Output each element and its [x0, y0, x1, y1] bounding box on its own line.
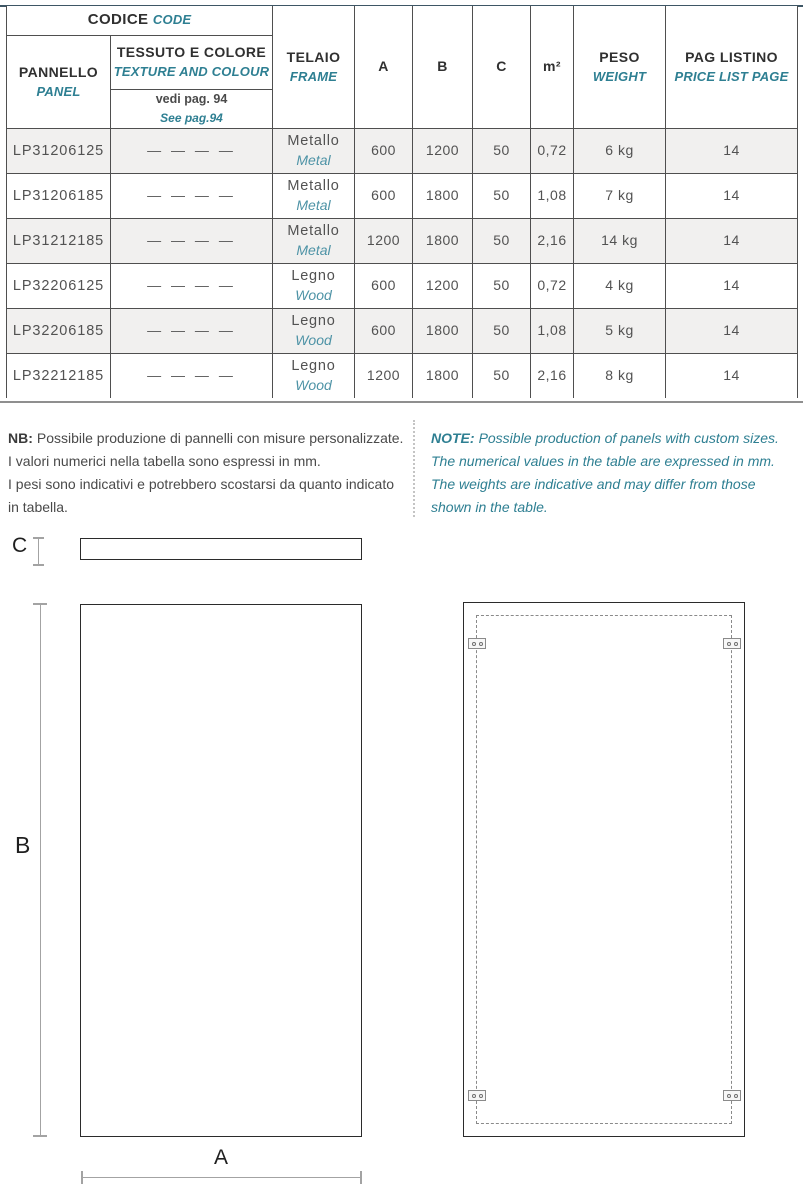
dim-a-tick-right: [360, 1171, 362, 1184]
screw-hole-icon: [727, 642, 731, 646]
cell-m2: 1,08: [531, 173, 574, 218]
header-pag-en: PRICE LIST PAGE: [674, 68, 789, 84]
cell-page: 14: [666, 173, 798, 218]
cell-b: 1800: [413, 353, 473, 398]
header-peso: [574, 6, 666, 128]
dim-b-line: [40, 604, 41, 1137]
cell-b: 1800: [413, 173, 473, 218]
screw-hole-icon: [472, 1094, 476, 1098]
note-it-line3: I pesi sono indicativi e potrebbero scostarsi da quanto indicato: [8, 476, 395, 492]
cell-weight: 5 kg: [574, 308, 666, 353]
screw-hole-icon: [479, 1094, 483, 1098]
header-tessuto-en: TEXTURE AND COLOUR: [113, 64, 270, 79]
panel-spec-table: [6, 6, 798, 398]
cell-texture: — — — —: [111, 308, 273, 353]
note-it-line4: in tabella.: [8, 499, 68, 515]
header-tessuto-ref: [111, 89, 273, 128]
header-tessuto: [111, 35, 273, 89]
cell-page: 14: [666, 128, 798, 173]
cell-weight: 6 kg: [574, 128, 666, 173]
cell-frame: Legno Wood: [273, 263, 355, 308]
screw-hole-icon: [734, 642, 738, 646]
table-row: [7, 263, 798, 308]
table-row: [7, 353, 798, 398]
cell-code: LP31206125: [7, 128, 111, 173]
note-en-line3: The weights are indicative and may differ from those: [431, 476, 756, 492]
cell-c: 50: [473, 353, 531, 398]
cell-b: 1800: [413, 308, 473, 353]
dim-label-a: A: [213, 1146, 228, 1169]
cell-frame: Metallo Metal: [273, 218, 355, 263]
cell-texture: — — — —: [111, 128, 273, 173]
table-row: [7, 128, 798, 173]
header-pannello: [7, 35, 111, 128]
header-pag-listino: [666, 6, 798, 128]
cell-code: LP32212185: [7, 353, 111, 398]
dim-label-b: B: [15, 832, 31, 858]
screw-hole-icon: [727, 1094, 731, 1098]
cell-weight: 8 kg: [574, 353, 666, 398]
note-english: [431, 427, 779, 519]
cell-m2: 2,16: [531, 353, 574, 398]
header-pannello-it: PANNELLO: [18, 63, 99, 80]
header-tessuto-it: TESSUTO E COLORE: [116, 44, 267, 60]
header-pag-it: PAG LISTINO: [685, 48, 778, 65]
cell-a: 1200: [355, 353, 413, 398]
screw-hole-icon: [734, 1094, 738, 1098]
cell-page: 14: [666, 218, 798, 263]
header-telaio-en: FRAME: [289, 68, 338, 84]
header-col-a: A: [355, 6, 413, 128]
cell-a: 600: [355, 173, 413, 218]
dim-c-tick-bottom: [33, 564, 44, 566]
note-en-line2: The numerical values in the table are expressed in mm.: [431, 453, 775, 469]
header-col-b: B: [413, 6, 473, 128]
cell-c: 50: [473, 173, 531, 218]
cell-code: LP32206125: [7, 263, 111, 308]
cell-texture: — — — —: [111, 218, 273, 263]
header-tessuto-ref-it: vedi pag. 94: [155, 91, 228, 106]
cell-weight: 14 kg: [574, 218, 666, 263]
cell-weight: 4 kg: [574, 263, 666, 308]
panel-front-view: [80, 604, 362, 1137]
note-en-line1: Possible production of panels with custom sizes.: [478, 430, 779, 446]
mounting-bracket-icon: [723, 638, 741, 649]
table-row: [7, 308, 798, 353]
panel-back-frame-dashed: [476, 615, 732, 1124]
table-row: [7, 173, 798, 218]
cell-weight: 7 kg: [574, 173, 666, 218]
table-row: [7, 218, 798, 263]
header-peso-en: WEIGHT: [592, 68, 647, 84]
mounting-bracket-icon: [468, 1090, 486, 1101]
header-tessuto-ref-en: See pag.94: [160, 110, 223, 125]
cell-m2: 2,16: [531, 218, 574, 263]
header-peso-it: PESO: [599, 48, 640, 65]
cell-c: 50: [473, 218, 531, 263]
cell-a: 600: [355, 308, 413, 353]
header-col-c: C: [473, 6, 531, 128]
cell-b: 1200: [413, 263, 473, 308]
note-it-line2: I valori numerici nella tabella sono espressi in mm.: [8, 453, 321, 469]
cell-frame: Legno Wood: [273, 308, 355, 353]
dim-c-line: [38, 537, 39, 566]
header-telaio: [273, 6, 355, 128]
panel-back-view: [463, 602, 745, 1137]
cell-c: 50: [473, 308, 531, 353]
cell-a: 600: [355, 263, 413, 308]
header-telaio-it: TELAIO: [286, 48, 341, 65]
header-codice: [7, 6, 273, 35]
cell-page: 14: [666, 308, 798, 353]
cell-c: 50: [473, 263, 531, 308]
screw-hole-icon: [472, 642, 476, 646]
cell-b: 1800: [413, 218, 473, 263]
cell-frame: Metallo Metal: [273, 128, 355, 173]
note-en-line4: shown in the table.: [431, 499, 548, 515]
note-it-label: NB:: [8, 430, 33, 446]
cell-page: 14: [666, 353, 798, 398]
mounting-bracket-icon: [468, 638, 486, 649]
cell-m2: 0,72: [531, 263, 574, 308]
note-divider: [413, 420, 415, 517]
note-italian: [8, 427, 403, 519]
cell-code: LP32206185: [7, 308, 111, 353]
dim-label-c: C: [12, 534, 28, 557]
cell-a: 1200: [355, 218, 413, 263]
mounting-bracket-icon: [723, 1090, 741, 1101]
cell-frame: Metallo Metal: [273, 173, 355, 218]
cell-texture: — — — —: [111, 173, 273, 218]
cell-code: LP31212185: [7, 218, 111, 263]
cell-page: 14: [666, 263, 798, 308]
cell-frame: Legno Wood: [273, 353, 355, 398]
header-codice-it: CODICE: [87, 11, 149, 29]
cell-a: 600: [355, 128, 413, 173]
note-it-line1: Possibile produzione di pannelli con misure personalizzate.: [36, 430, 404, 446]
bottom-rule: [0, 401, 803, 403]
screw-hole-icon: [479, 642, 483, 646]
cell-b: 1200: [413, 128, 473, 173]
note-en-label: NOTE:: [431, 430, 475, 446]
cell-c: 50: [473, 128, 531, 173]
cell-texture: — — — —: [111, 353, 273, 398]
dim-b-tick-bottom: [33, 1135, 47, 1137]
panel-side-view: [80, 538, 362, 560]
header-col-m2: m²: [531, 6, 574, 128]
header-codice-en: CODE: [152, 12, 192, 28]
cell-m2: 0,72: [531, 128, 574, 173]
cell-code: LP31206185: [7, 173, 111, 218]
header-pannello-en: PANEL: [36, 83, 81, 99]
cell-texture: — — — —: [111, 263, 273, 308]
cell-m2: 1,08: [531, 308, 574, 353]
dim-a-line: [81, 1177, 361, 1178]
